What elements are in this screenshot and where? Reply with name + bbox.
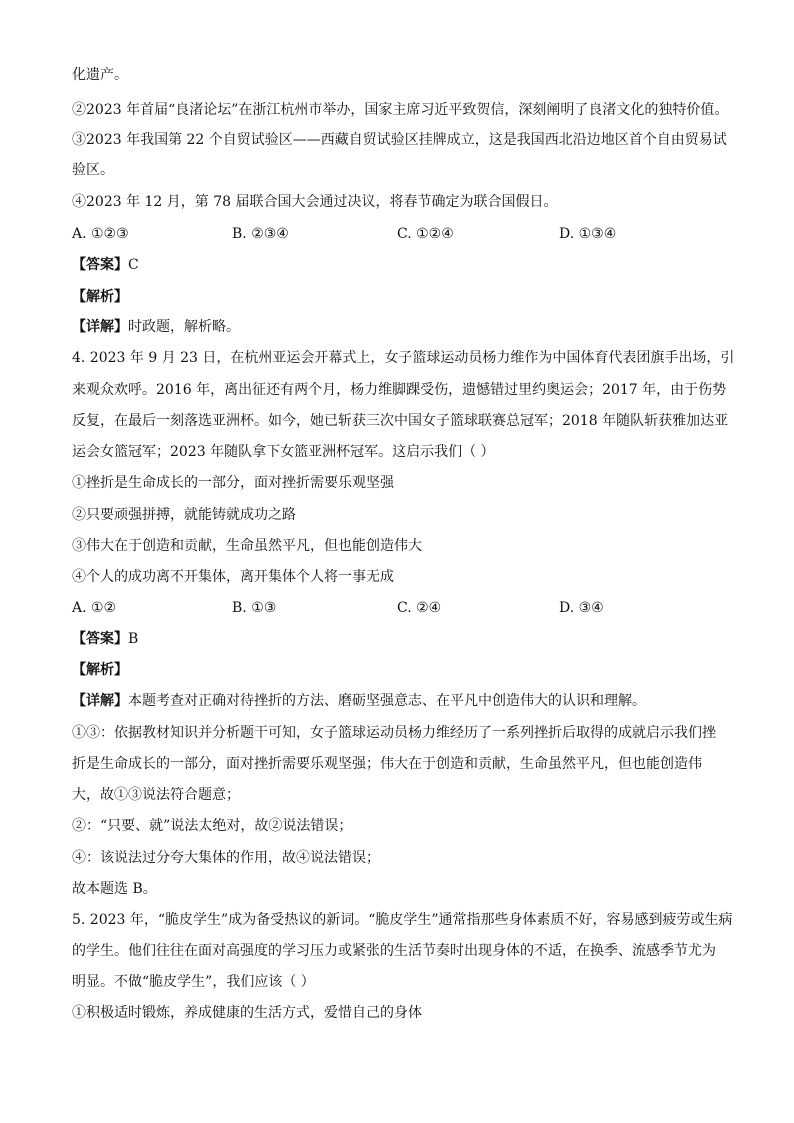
q3-options bbox=[72, 225, 732, 243]
q4-option-a: A. ①② bbox=[72, 600, 117, 616]
q4-item-2: ②只要顽强拼搏，就能铸就成功之路 bbox=[72, 507, 296, 523]
q4-explanation-1-line-2: 折是生命成长的一部分，面对挫折需要乐观坚强；伟大在于创造和贡献，生命虽然平凡，但也能创造伟 bbox=[72, 756, 702, 772]
q3-option-a: A. ①②③ bbox=[72, 226, 129, 242]
q5-stem-line-1: 5. 2023 年，“脆皮学生”成为备受热议的新词。“脆皮学生”通常指那些身体素质不好，容易感到疲劳或生病 bbox=[72, 912, 733, 928]
q4-item-3: ③伟大在于创造和贡献，生命虽然平凡，但也能创造伟大 bbox=[72, 538, 422, 554]
detail-text: 本题考查对正确对待挫折的方法、磨砺坚强意志、在平凡中创造伟大的认识和理解。 bbox=[128, 693, 646, 709]
q3-item-3-line-1: ③2023 年我国第 22 个自贸试验区——西藏自贸试验区挂牌成立，这是我国西北沿边地区首个自由贸易试 bbox=[72, 132, 727, 148]
answer-tag: 【答案】 bbox=[72, 257, 128, 273]
q5-item-1: ①积极适时锻炼，养成健康的生活方式，爱惜自己的身体 bbox=[72, 1005, 422, 1021]
q4-stem-line-2: 来观众欢呼。2016 年，离出征还有两个月，杨力维脚踝受伤，遗憾错过里约奥运会；2017 年，由于伤势 bbox=[72, 382, 727, 398]
q4-detail bbox=[72, 692, 646, 710]
q3-option-d: D. ①③④ bbox=[559, 226, 617, 242]
q4-stem-line-1: 4. 2023 年 9 月 23 日，在杭州亚运会开幕式上，女子篮球运动员杨力维作为中国体育代表团旗手出场，引 bbox=[72, 350, 735, 366]
q4-stem-line-4: 运会女篮冠军；2023 年随队拿下女篮亚洲杯冠军。这启示我们（ ） bbox=[72, 444, 495, 460]
q3-analysis bbox=[72, 288, 128, 306]
q5-stem-line-2: 的学生。他们往往在面对高强度的学习压力或紧张的生活节奏时出现身体的不适，在换季、流感季节尤为 bbox=[72, 943, 716, 959]
detail-tag: 【详解】 bbox=[72, 693, 128, 709]
q4-options bbox=[72, 599, 732, 617]
detail-text: 时政题，解析略。 bbox=[128, 319, 240, 335]
q3-item-3-line-2: 验区。 bbox=[72, 162, 114, 178]
q4-conclusion: 故本题选 B。 bbox=[72, 881, 157, 897]
q5-stem-line-3: 明显。不做“脆皮学生”，我们应该（ ） bbox=[72, 974, 315, 990]
analysis-tag: 【解析】 bbox=[72, 289, 128, 305]
q4-explanation-1-line-1: ①③：依据教材知识并分析题干可知，女子篮球运动员杨力维经历了一系列挫折后取得的成就启示我们挫 bbox=[72, 725, 716, 741]
q3-answer bbox=[72, 256, 139, 274]
q3-option-b: B. ②③④ bbox=[232, 226, 289, 242]
analysis-tag: 【解析】 bbox=[72, 662, 128, 678]
q4-option-d: D. ③④ bbox=[559, 600, 604, 616]
q3-detail bbox=[72, 318, 240, 336]
q4-explanation-1-line-3: 大，故①③说法符合题意； bbox=[72, 787, 240, 803]
q4-explanation-3: ④：该说法过分夸大集体的作用，故④说法错误； bbox=[72, 850, 380, 866]
q3-item-4: ④2023 年 12 月，第 78 届联合国大会通过决议，将春节确定为联合国假日。 bbox=[72, 194, 558, 210]
answer-value: B bbox=[128, 631, 139, 647]
q4-stem-line-3: 反复，在最后一刻落选亚洲杯。如今，她已斩获三次中国女子篮球联赛总冠军；2018 年随队斩获雅加达亚 bbox=[72, 413, 729, 429]
q4-option-b: B. ①③ bbox=[232, 600, 277, 616]
answer-value: C bbox=[128, 257, 139, 273]
q3-option-c: C. ①②④ bbox=[397, 226, 454, 242]
q3-continuation-line: 化遗产。 bbox=[72, 67, 128, 83]
q4-item-4: ④个人的成功离不开集体，离开集体个人将一事无成 bbox=[72, 569, 394, 585]
answer-tag: 【答案】 bbox=[72, 631, 128, 647]
q4-analysis bbox=[72, 661, 128, 679]
q4-answer bbox=[72, 630, 138, 648]
q4-option-c: C. ②④ bbox=[397, 600, 442, 616]
q4-item-1: ①挫折是生命成长的一部分，面对挫折需要乐观坚强 bbox=[72, 475, 394, 491]
q3-item-2: ②2023 年首届“良渚论坛”在浙江杭州市举办，国家主席习近平致贺信，深刻阐明了良渚文化的独特价值。 bbox=[72, 102, 729, 118]
q4-explanation-2: ②：“只要、就”说法太绝对，故②说法错误； bbox=[72, 818, 353, 834]
detail-tag: 【详解】 bbox=[72, 319, 128, 335]
